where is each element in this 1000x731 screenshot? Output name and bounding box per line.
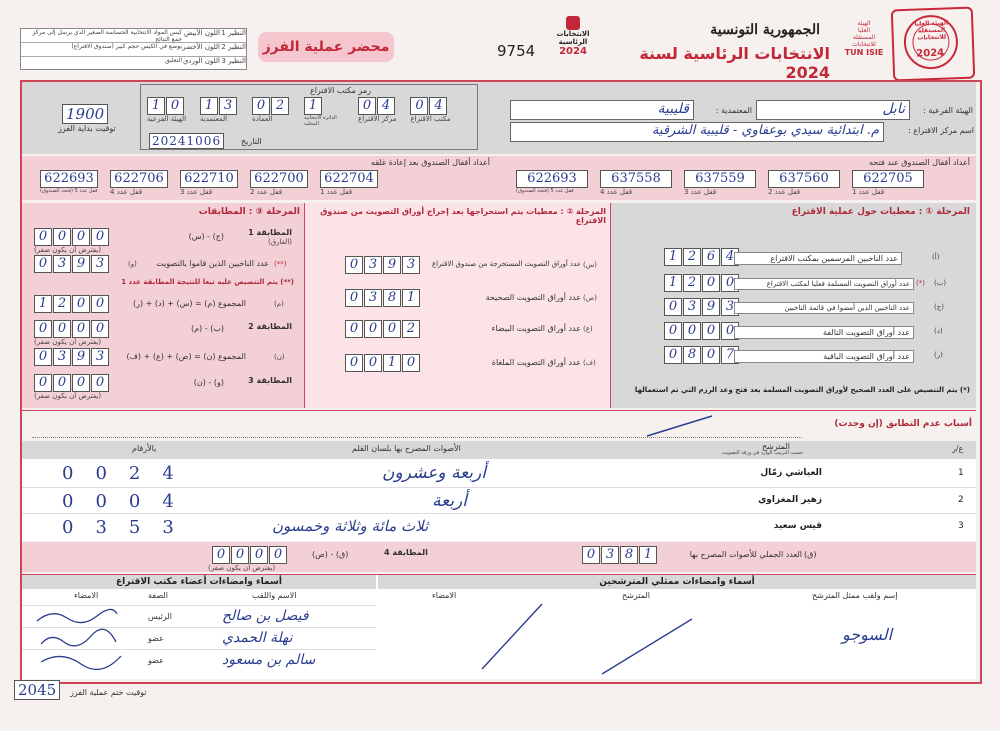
reps-title: أسماء وامضاءات ممثلي المترشحين bbox=[378, 575, 976, 589]
digit-box: 0 bbox=[402, 354, 420, 372]
sub-authority-field-label: الهيئة الفرعية : bbox=[923, 106, 973, 115]
digit-box: 0 bbox=[34, 348, 52, 366]
digit-box: 0 bbox=[664, 322, 682, 340]
voters-label: عدد الناخبين الذين قاموا بالتصويت bbox=[156, 259, 269, 268]
code-delegation: 1 3 المعتمدية bbox=[200, 97, 238, 127]
lock-open-2: 637560 قفل عدد 2 bbox=[768, 170, 840, 196]
digit-box: 6 bbox=[702, 248, 720, 266]
totals-row: 0 0 0 0 (ص) - (ق) المطابقة 4 (يفترض أن يكون صفر) 0 3 8 1 العدد الجملي للأصوات المصرح بها (ق) bbox=[22, 542, 976, 572]
stage3-title: المرحلة ③ : المطابقات bbox=[198, 207, 300, 217]
digit-box: 0 bbox=[364, 354, 382, 372]
mismatch-label: أسباب عدم التطابق (إن وجدت) bbox=[834, 419, 972, 429]
mismatch-row bbox=[22, 410, 976, 442]
delegation-field-label: المعتمدية : bbox=[715, 106, 752, 115]
digit-box: 1 bbox=[664, 274, 682, 292]
lock-close-4: 622706 قفل عدد 4 bbox=[110, 170, 168, 196]
start-time-label: توقيت بداية الفرز bbox=[58, 124, 116, 133]
isie-line1: الهيئة bbox=[857, 20, 871, 27]
legend-desc-2: يوضع في الكيس حجم كبير (صندوق الاقتراع) bbox=[71, 43, 182, 50]
bureau-code-box bbox=[140, 84, 478, 150]
digit-box: 1 bbox=[402, 289, 420, 307]
digit-box: 0 bbox=[91, 295, 109, 313]
stage1-row-a: 1 2 6 4 عدد الناخبين المرسمين بمكتب الاقتراع (أ) bbox=[664, 248, 964, 268]
total-declared-label: العدد الجملي للأصوات المصرح بها bbox=[689, 550, 802, 559]
digit-box: 0 bbox=[72, 295, 90, 313]
digit-box: 0 bbox=[53, 320, 71, 338]
legend-ref-3: النظير 3 bbox=[221, 57, 246, 65]
republic-title: الجمهورية التونسية bbox=[710, 22, 820, 38]
digit-box: 0 bbox=[364, 320, 382, 338]
seal-year: 2024 bbox=[916, 47, 945, 60]
digit-box: 0 bbox=[702, 274, 720, 292]
digit-box: 0 bbox=[91, 320, 109, 338]
lock-close-1: 622704 قفل عدد 1 bbox=[320, 170, 378, 196]
result-row-1: 0024 أربعة وعشرون العياشي زمّال 1 bbox=[22, 461, 976, 488]
signature-2-icon bbox=[36, 628, 126, 650]
form-title: محضر عملية الفرز bbox=[258, 32, 394, 62]
signature-1-icon bbox=[32, 606, 122, 628]
serial-number: 9754 bbox=[497, 42, 536, 60]
digit-box: 3 bbox=[91, 348, 109, 366]
stage1-row-j: 0 3 9 3 عدد الناخبين الذين أمضوا في قائمة الناخبين (ج) bbox=[664, 298, 964, 318]
isie-line4: للانتخابات bbox=[852, 41, 876, 48]
lock-open-1: 622705 قفل عدد 1 bbox=[852, 170, 924, 196]
date-label: التاريخ bbox=[241, 137, 262, 146]
digit-box: 0 bbox=[72, 374, 90, 392]
end-time-value: 2045 bbox=[14, 680, 60, 700]
stage2-row-fa: 0 0 1 0 عدد أوراق التصويت الملغاة (ف) bbox=[345, 354, 605, 374]
digit-box: 0 bbox=[345, 256, 363, 274]
total-declared-value bbox=[582, 546, 658, 564]
code-local-district: 1 الدائرة الانتخابية المحلية bbox=[304, 98, 337, 127]
logo-line2: الرئاسية bbox=[558, 38, 588, 46]
date-value: 20241006 bbox=[149, 133, 224, 149]
official-seal-stamp bbox=[891, 7, 975, 82]
digit-box: 0 bbox=[664, 346, 682, 364]
digit-box: 0 bbox=[345, 320, 363, 338]
digit-box: 0 bbox=[250, 546, 268, 564]
digit-box: 1 bbox=[34, 295, 52, 313]
code-omda: 0 2 العمادة bbox=[252, 97, 290, 127]
voters-note: (**) يتم التنصيص عليه تبعا للنتيجة المطابقة عدد 1 bbox=[121, 278, 294, 286]
match3-value bbox=[34, 374, 110, 392]
digit-box: 0 bbox=[34, 374, 52, 392]
col-digits: بالأرقام bbox=[132, 444, 157, 453]
match4-value bbox=[212, 546, 288, 564]
stage2-row-s: 0 3 9 3 عدد أوراق التصويت المستخرجة من صندوق الاقتراع (س) bbox=[345, 256, 605, 276]
digit-box: 2 bbox=[53, 295, 71, 313]
digit-box: 1 bbox=[383, 354, 401, 372]
member-row-3: سالم بن مسعود عضو bbox=[22, 649, 376, 672]
lock-close-2: 622700 قفل عدد 2 bbox=[250, 170, 308, 196]
lock-open-3: 637559 قفل عدد 3 bbox=[684, 170, 756, 196]
legend-color-2: اللون الأخضر bbox=[182, 43, 220, 51]
digit-box: 0 bbox=[34, 228, 52, 246]
isie-logo bbox=[838, 20, 890, 72]
digit-box: 3 bbox=[364, 289, 382, 307]
digit-box: 0 bbox=[269, 546, 287, 564]
polling-center-field: م. ابتدائية سيدي بوعفاوي - قليبية الشرقية bbox=[510, 122, 884, 142]
isie-abbr: TUN ISIE bbox=[844, 48, 884, 57]
digit-box: 9 bbox=[383, 256, 401, 274]
match3-label: المطابقة 3 bbox=[248, 376, 292, 385]
legend-ref-2: النظير 2 bbox=[221, 43, 246, 51]
result-row-2: 0004 أربعة زهير المغزاوي 2 bbox=[22, 489, 976, 514]
digit-box: 0 bbox=[91, 228, 109, 246]
locks-open-row bbox=[516, 170, 924, 196]
lock-open-4: 637558 قفل عدد 4 bbox=[600, 170, 672, 196]
match2-value bbox=[34, 320, 110, 338]
col-words: الأصوات المصرح بها بلسان القلم bbox=[352, 444, 461, 453]
logo-year: 2024 bbox=[559, 46, 587, 57]
digit-box: 8 bbox=[383, 289, 401, 307]
digit-box: 2 bbox=[683, 274, 701, 292]
start-time-value: 1900 bbox=[62, 104, 108, 124]
locks-close-title: أعداد أقفال الصندوق بعد إعادة غلقه bbox=[371, 158, 490, 167]
result-row-3: 0353 ثلاث مائة وثلاثة وخمسون قيس سعيد 3 bbox=[62, 517, 964, 538]
digit-box: 4 bbox=[721, 248, 739, 266]
stage2-title: المرحلة ② : معطيات يتم استخراجها بعد إخراج أوراق التصويت من صندوق الاقتراع bbox=[320, 207, 606, 225]
digit-box: 1 bbox=[664, 248, 682, 266]
legend-ref-1: النظير 1 bbox=[221, 29, 246, 37]
digit-box: 3 bbox=[53, 348, 71, 366]
digit-box: 0 bbox=[53, 374, 71, 392]
digit-box: 3 bbox=[683, 298, 701, 316]
digit-box: 3 bbox=[364, 256, 382, 274]
delegation-field: قليبية bbox=[510, 100, 694, 120]
digit-box: 2 bbox=[683, 248, 701, 266]
match2-row: 0 0 0 0 (ب) - (م) المطابقة 2 (يفترض أن يكون صفر) bbox=[34, 321, 292, 346]
digit-box: 3 bbox=[601, 546, 619, 564]
code-polling-center: 0 4 مركز الاقتراع bbox=[358, 98, 397, 123]
match3-row: 0 0 0 0 (و) - (ن) المطابقة 3 (يفترض أن يكون صفر) bbox=[34, 375, 292, 400]
digit-box: 3 bbox=[91, 255, 109, 273]
digit-box: 0 bbox=[582, 546, 600, 564]
digit-box: 2 bbox=[402, 320, 420, 338]
digit-box: 9 bbox=[72, 348, 90, 366]
digit-box: 3 bbox=[402, 256, 420, 274]
stage2-row-sad: 0 3 8 1 عدد أوراق التصويت الصحيحة (ص) bbox=[345, 289, 605, 309]
digit-box: 9 bbox=[702, 298, 720, 316]
digit-box: 3 bbox=[53, 255, 71, 273]
reps-strike-mark bbox=[442, 599, 742, 679]
digit-box: 0 bbox=[702, 322, 720, 340]
mismatch-strike-mark bbox=[642, 411, 722, 441]
signature-3-icon bbox=[36, 650, 126, 672]
digit-box: 9 bbox=[72, 255, 90, 273]
members-title: أسماء وامضاءات أعضاء مكتب الاقتراع bbox=[22, 575, 376, 589]
member-row-1: فيصل بن صالح الرئيس bbox=[22, 605, 376, 628]
legend-box bbox=[20, 28, 247, 70]
legend-color-3: اللون الوردي bbox=[182, 57, 220, 65]
digit-box: 0 bbox=[53, 228, 71, 246]
digit-box: 7 bbox=[721, 346, 739, 364]
digit-box: 0 bbox=[721, 322, 739, 340]
end-time-label: توقيت ختم عملية الفرز bbox=[70, 688, 147, 697]
sum-n-value bbox=[34, 348, 110, 366]
digit-box: 0 bbox=[345, 354, 363, 372]
center-field-label: اسم مركز الاقتراع : bbox=[908, 126, 974, 135]
code-polling-office: 0 4 مكتب الاقتراع bbox=[410, 98, 451, 123]
logo-line1: الانتخابات bbox=[556, 30, 590, 38]
digit-box: 0 bbox=[72, 320, 90, 338]
voters-row: 0 3 9 3 (و) عدد الناخبين الذين قاموا بالتصويت (**) bbox=[34, 255, 294, 275]
digit-box: 8 bbox=[683, 346, 701, 364]
stage2-row-ain: 0 0 0 2 عدد أوراق التصويت البيضاء (ع) bbox=[345, 320, 605, 340]
lock-open-5: 622693 قفل عدد 5 (فتحة الصندوق) bbox=[516, 170, 588, 196]
voters-value bbox=[34, 255, 110, 273]
digit-box: 8 bbox=[620, 546, 638, 564]
col-candidate: المترشح bbox=[762, 442, 790, 451]
legend-color-1: اللون الأبيض bbox=[184, 29, 220, 37]
logo-mark-icon bbox=[566, 16, 580, 30]
col-no: ع/ر bbox=[952, 444, 964, 453]
stage1-row-d: 0 0 0 0 عدد أوراق التصويت التالفة (د) bbox=[664, 322, 964, 342]
digit-box: 0 bbox=[721, 274, 739, 292]
stage1-note: (*) يتم التنصيص على العدد الصحيح لأوراق التصويت المسلمة بعد فتح وعد الرزم التي تم استعمالها bbox=[634, 386, 970, 394]
member-row-2: نهلة الحمدي عضو bbox=[22, 627, 376, 650]
digit-box: 0 bbox=[345, 289, 363, 307]
legend-desc-3: التعليق bbox=[164, 57, 182, 64]
digit-box: 0 bbox=[72, 228, 90, 246]
digit-box: 0 bbox=[664, 298, 682, 316]
stage1-row-b: 1 2 0 0 عدد أوراق التصويت المسلمة فعليا لمكتب الاقتراع (*) (ب) bbox=[664, 274, 964, 294]
sum-m-row: 1 2 0 0 المجموع (م) = (س) + (د) + (ر) (م) bbox=[34, 295, 294, 315]
digit-box: 0 bbox=[34, 255, 52, 273]
match4-label: المطابقة 4 bbox=[384, 548, 428, 557]
match2-label: المطابقة 2 bbox=[248, 322, 292, 331]
digit-box: 3 bbox=[721, 298, 739, 316]
lock-close-3: 622710 قفل عدد 3 bbox=[180, 170, 238, 196]
legend-desc-1: كيس المواد الانتخابية الحساسة الصغير الذي يرسل إلى مركز جمع النتائج bbox=[32, 29, 182, 43]
isie-line2: العليا bbox=[857, 27, 870, 34]
isie-line3: المستقلة bbox=[852, 34, 876, 41]
stage1-title: المرحلة ① : معطيات حول عملية الاقتراع bbox=[791, 207, 970, 217]
locks-close-row bbox=[40, 170, 378, 196]
digit-box: 0 bbox=[91, 374, 109, 392]
match1-label: المطابقة 1 bbox=[248, 228, 292, 237]
match1-row: 0 0 0 0 (ج) - (س) المطابقة 1 (الفارق) (يفترض أن يكون صفر) bbox=[34, 228, 292, 254]
digit-box: 0 bbox=[683, 322, 701, 340]
digit-box: 0 bbox=[702, 346, 720, 364]
seal-text: الهيئة العليا المستقلة للانتخابات bbox=[914, 19, 949, 42]
rep-name: السوجو bbox=[842, 625, 893, 644]
digit-box: 0 bbox=[383, 320, 401, 338]
elections-title: الانتخابات الرئاسية لسنة 2024 bbox=[639, 44, 830, 82]
bureau-code-label: رمز مكتب الاقتراع bbox=[309, 86, 371, 95]
match1-formula: (ج) - (س) bbox=[188, 232, 224, 241]
results-table: بالأرقام الأصوات المصرح بها بلسان القلم المترشح حسب الترتيب الوارد في ورقة التصويت ع/ر 0024 أربعة وعشرون العياشي زمّال 1 0004 أربعة زهير المغزاوي 2 0353 ثلاث مائة وثلاثة وخمسون قيس سعيد 3 bbox=[22, 441, 976, 541]
sum-m-value bbox=[34, 295, 110, 313]
digit-box: 0 bbox=[212, 546, 230, 564]
digit-box: 0 bbox=[34, 320, 52, 338]
match1-value bbox=[34, 228, 110, 246]
sub-authority-field: نابل bbox=[756, 100, 910, 120]
signatures-section: أسماء وامضاءات أعضاء مكتب الاقتراع أسماء وامضاءات ممثلي المترشحين الامضاء الصفة الاسم واللقب الامضاء المترشح إسم ولقب ممثل المترشح فيصل بن صالح الرئيس نهلة الحمدي عضو سالم بن مسعود عضو السوجو bbox=[22, 574, 976, 679]
code-sub-authority: 1 0 الهيئة الفرعية bbox=[147, 98, 187, 123]
sum-n-row: 0 3 9 3 المجموع (ن) = (ص) + (ع) + (ف) (ن) bbox=[34, 348, 294, 368]
digit-box: 0 bbox=[231, 546, 249, 564]
stage1-row-r: 0 8 0 7 عدد أوراق التصويت الباقية (ر) bbox=[664, 346, 964, 366]
lock-close-5: 622693 قفل عدد 5 (فتحة الصندوق) bbox=[40, 171, 98, 194]
digit-box: 1 bbox=[639, 546, 657, 564]
locks-open-title: أعداد أقفال الصندوق عند فتحه bbox=[869, 158, 970, 167]
